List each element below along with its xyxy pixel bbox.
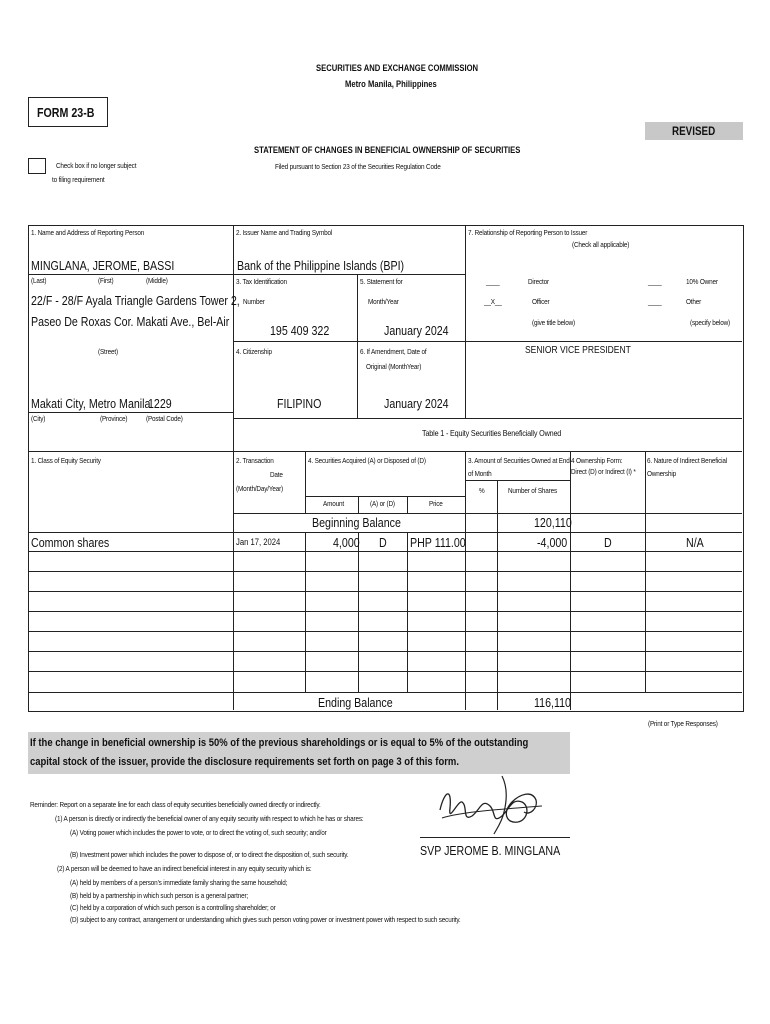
officer-label: Officer (532, 297, 550, 306)
notice-line-2: capital stock of the issuer, provide the disclosure requirements set forth on page 3 of this form. (30, 756, 459, 768)
reminder-line-4: (2) A person will be deemed to have an indirect beneficial interest in any equity security which is: (57, 864, 312, 873)
table-title: Table 1 - Equity Securities Beneficially Owned (422, 428, 562, 438)
checkbox-label-1: Check box if no longer subject (56, 161, 137, 170)
checkbox-label-2: to filing requirement (52, 175, 105, 184)
reminder-line-3: (B) Investment power which includes the power to dispose of, or to direct the disposition of, such security. (70, 850, 349, 859)
address-line-1: 22/F - 28/F Ayala Triangle Gardens Tower 2, (31, 293, 240, 308)
indirect-nature: N/A (686, 535, 704, 550)
num-shares-header: Number of Shares (508, 486, 558, 495)
transaction-amount: 4,000 (333, 535, 360, 550)
reminder-line-7: (C) held by a corporation of which such person is a controlling shareholder; or (70, 903, 276, 912)
signature-mark (432, 772, 552, 842)
owner-label: 10% Owner (686, 277, 718, 286)
section2-label: 2. Issuer Name and Trading Symbol (236, 228, 333, 237)
form-number-box (28, 97, 108, 127)
section7-sub: (Check all applicable) (572, 240, 630, 249)
postal-code: 1229 (148, 396, 172, 411)
section6-label: 6. If Amendment, Date of (360, 347, 427, 356)
beginning-balance-value: 120,110 (534, 515, 572, 530)
ending-balance-label: Ending Balance (318, 695, 393, 710)
col-nature-1: 6. Nature of Indirect Beneficial (647, 456, 727, 465)
pct-header: % (479, 486, 485, 495)
middle-label: (Middle) (146, 276, 168, 285)
owner-blank[interactable]: ____ (648, 277, 662, 286)
col-nature-2: Ownership (647, 469, 676, 478)
a-or-d-header: (A) or (D) (370, 499, 395, 508)
other-label: Other (686, 297, 702, 306)
col-ownership-form-1: 4 Ownership Form: (571, 456, 623, 465)
amount-header: Amount (323, 499, 344, 508)
section1-label: 1. Name and Address of Reporting Person (31, 228, 145, 237)
address-line-2: Paseo De Roxas Cor. Makati Ave., Bel-Air (31, 314, 230, 329)
other-blank[interactable]: ____ (648, 297, 662, 306)
ownership-form: D (604, 535, 612, 550)
postal-label: (Postal Code) (146, 414, 183, 423)
revised-label: REVISED (672, 124, 716, 138)
amendment-date: January 2024 (384, 396, 449, 411)
col-acquired-header: 4. Securities Acquired (A) or Disposed of (D) (308, 456, 426, 465)
col-owned-header-1: 3. Amount of Securities Owned at End (468, 456, 570, 465)
reporting-person-name: MINGLANA, JEROME, BASSI (31, 258, 175, 273)
reminder-line-1: (1) A person is directly or indirectly the beneficial owner of any equity security with respect to which he has or shares: (55, 814, 364, 823)
officer-mark[interactable]: __X__ (484, 297, 502, 306)
reminder-line-2: (A) Voting power which includes the power to vote, or to direct the voting of, such security; and/or (70, 828, 327, 837)
city-label: (City) (31, 414, 46, 423)
section4-label: 4. Citizenship (236, 347, 272, 356)
col-date-header-3: (Month/Day/Year) (236, 484, 284, 493)
reminder-line-5: (A) held by members of a person's immediate family sharing the same household; (70, 878, 288, 887)
transaction-price: PHP 111.00 (410, 535, 466, 550)
no-longer-subject-checkbox[interactable] (28, 158, 46, 174)
section3-label: 3. Tax Identification (236, 277, 287, 286)
section6-sub: Original (MonthYear) (366, 362, 422, 371)
transaction-date: Jan 17, 2024 (236, 537, 281, 547)
transaction-ad: D (379, 535, 387, 550)
province-label: (Province) (100, 414, 128, 423)
officer-position: SENIOR VICE PRESIDENT (525, 345, 631, 356)
director-blank[interactable]: ____ (486, 277, 500, 286)
security-class: Common shares (31, 535, 110, 550)
shares-change: -4,000 (537, 535, 568, 550)
give-title-label: (give title below) (532, 318, 576, 327)
notice-line-1: If the change in beneficial ownership is 50% of the previous shareholdings or is equal to 5% of the outstanding (30, 737, 529, 749)
col-owned-header-2: of Month (468, 469, 492, 478)
signatory-name: SVP JEROME B. MINGLANA (420, 843, 561, 858)
print-note: (Print or Type Responses) (648, 719, 718, 728)
disclosure-notice (28, 732, 570, 774)
col-date-header-1: 2. Transaction (236, 456, 274, 465)
agency-location: Metro Manila, Philippines (345, 79, 437, 89)
col-date-header-2: Date (270, 470, 283, 479)
issuer-name: Bank of the Philippine Islands (BPI) (237, 258, 405, 273)
reminder-line-0: Reminder: Report on a separate line for each class of equity securities beneficially owned directly or indirectly. (30, 800, 321, 809)
reminder-line-8: (D) subject to any contract, arrangement or understanding which gives such person voting power or investment power with respect to such security. (70, 915, 461, 924)
agency-name: SECURITIES AND EXCHANGE COMMISSION (316, 63, 479, 73)
form-subtitle: Filed pursuant to Section 23 of the Securities Regulation Code (275, 162, 441, 171)
last-label: (Last) (31, 276, 47, 285)
section7-label: 7. Relationship of Reporting Person to Issuer (468, 228, 588, 237)
tax-id-value: 195 409 322 (270, 323, 330, 338)
price-header: Price (429, 499, 443, 508)
revised-badge (645, 122, 743, 140)
section5-label: 5. Statement for (360, 277, 403, 286)
col-class-header: 1. Class of Equity Security (31, 456, 101, 465)
col-ownership-form-2: Direct (D) or Indirect (I) * (571, 467, 636, 476)
specify-label: (specify below) (690, 318, 730, 327)
ending-balance-value: 116,110 (534, 695, 571, 710)
section3-sub: Number (243, 297, 265, 306)
first-label: (First) (98, 276, 114, 285)
section5-sub: Month/Year (368, 297, 399, 306)
beginning-balance-label: Beginning Balance (312, 515, 401, 530)
reminder-line-6: (B) held by a partnership in which such person is a general partner; (70, 891, 249, 900)
form-number: FORM 23-B (37, 105, 95, 120)
form-title: STATEMENT OF CHANGES IN BENEFICIAL OWNERSHIP OF SECURITIES (254, 145, 521, 155)
director-label: Director (528, 277, 549, 286)
city-line: Makati City, Metro Manila (31, 396, 151, 411)
citizenship-value: FILIPINO (277, 396, 322, 411)
statement-month: January 2024 (384, 323, 449, 338)
street-label: (Street) (98, 347, 118, 356)
